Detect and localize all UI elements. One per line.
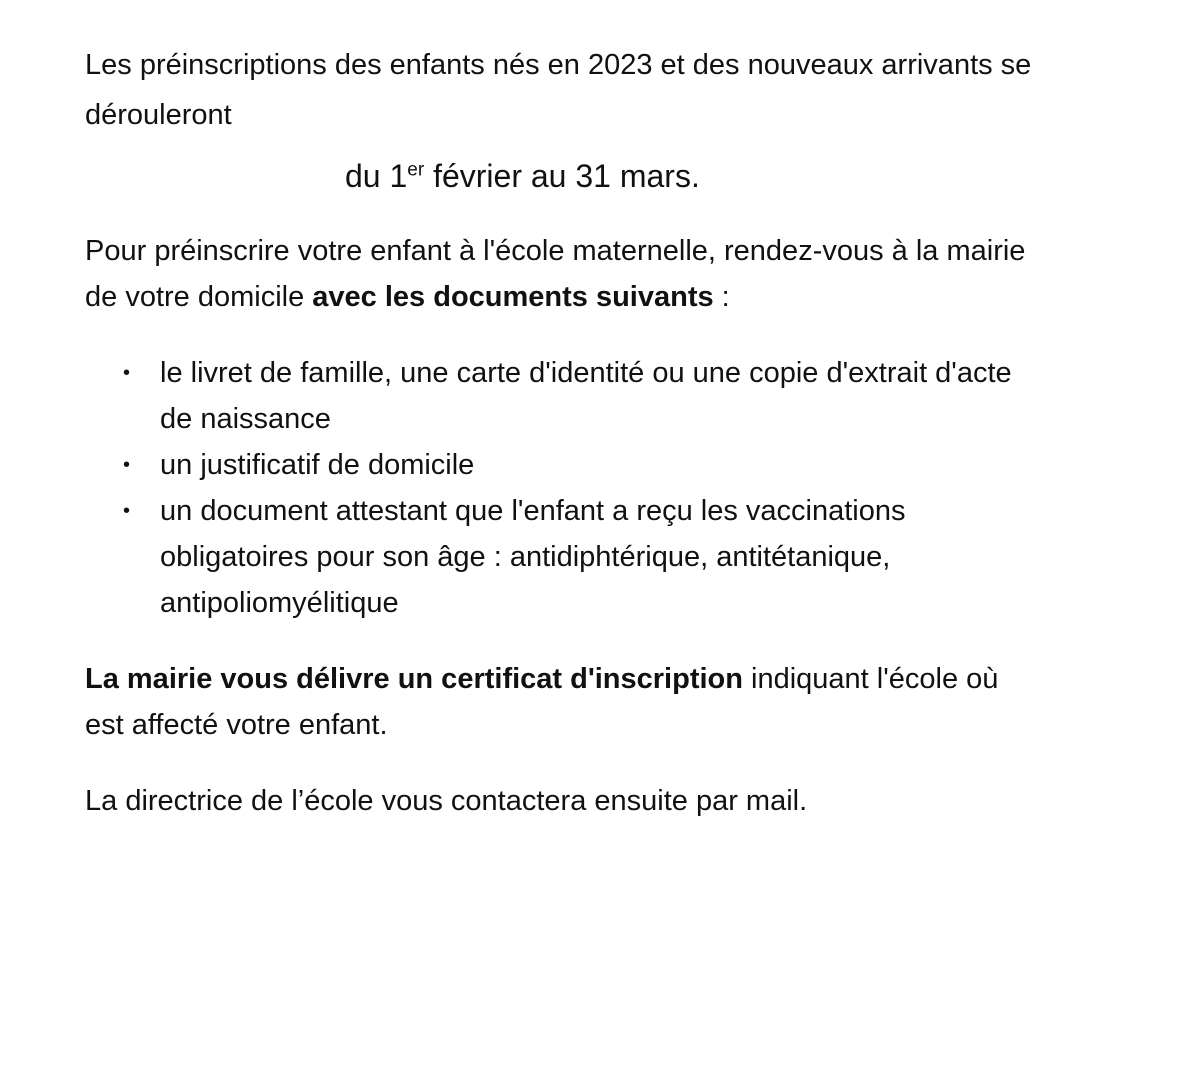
preinscription-text: Pour préinscrire votre enfant à l'école maternelle, rendez-vous à la mairie de votre domicile [85, 235, 1026, 313]
preinscription-colon: : [713, 281, 730, 313]
certificate-paragraph [85, 656, 1045, 748]
bullet-icon: • [123, 362, 131, 384]
document-page [85, 40, 1045, 824]
dates-superscript: er [407, 159, 425, 181]
list-item-text: un justificatif de domicile [160, 449, 475, 481]
registration-dates [85, 154, 1045, 198]
list-item-text: le livret de famille, une carte d'identité ou une copie d'extrait d'acte de naissance [160, 357, 1012, 435]
dates-prefix: du 1 [345, 158, 408, 194]
list-item [85, 350, 1045, 442]
intro-paragraph: Les préinscriptions des enfants nés en 2023 et des nouveaux arrivants se dérouleront [85, 49, 1032, 131]
list-item [85, 442, 1045, 488]
documents-list [85, 350, 1045, 626]
dates-suffix: février au 31 mars. [424, 158, 700, 194]
list-item-text: un document attestant que l'enfant a reçu les vaccinations obligatoires pour son âge : antidiphtérique, antitétanique, antipoliomyélitique [160, 495, 906, 619]
bullet-icon: • [123, 454, 131, 476]
list-item [85, 488, 1045, 626]
preinscription-bold: avec les documents suivants [312, 281, 714, 313]
closing-paragraph: La directrice de l’école vous contactera ensuite par mail. [85, 785, 808, 817]
preinscription-paragraph [85, 228, 1045, 320]
bullet-icon: • [123, 500, 131, 522]
certificate-bold: La mairie vous délivre un certificat d'inscription [85, 663, 743, 695]
certificate-text: indiquant l'école où est affecté votre enfant. [85, 663, 999, 741]
